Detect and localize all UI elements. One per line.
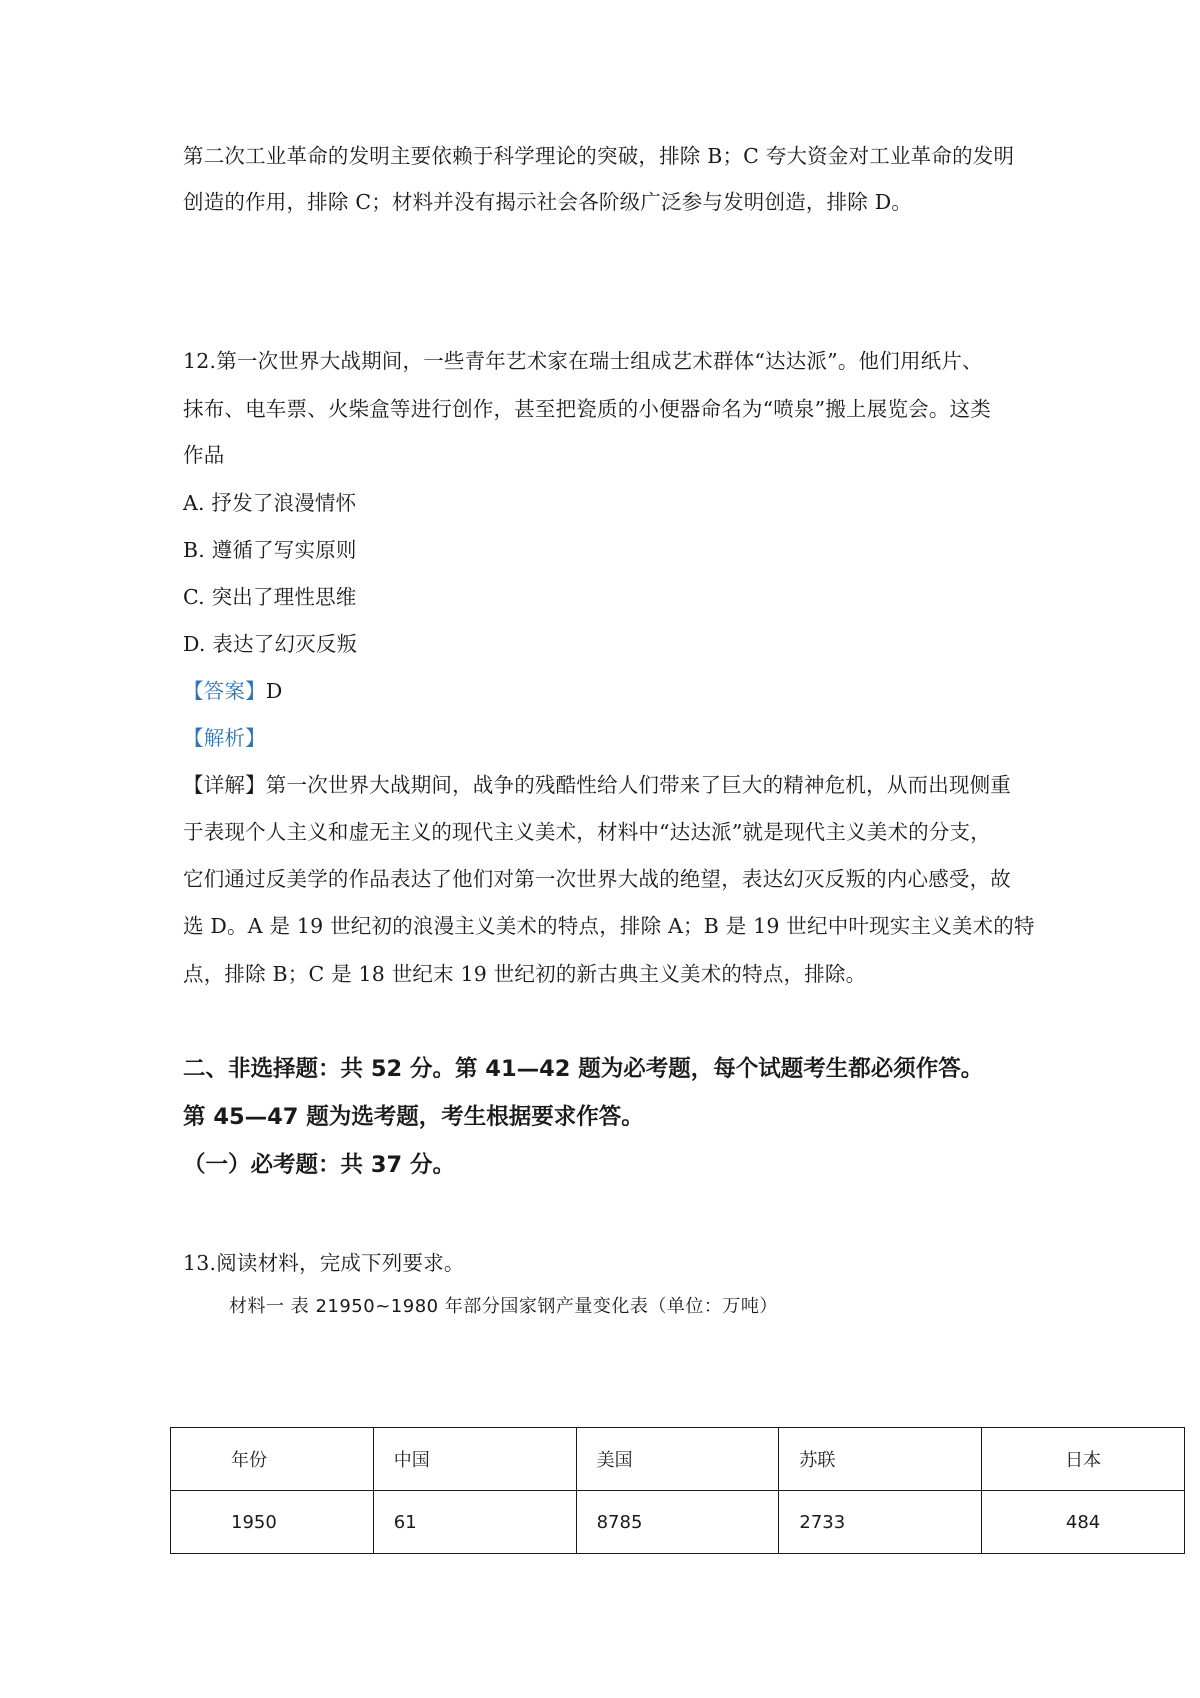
detail-line-5: 点，排除 B；C 是 18 世纪末 19 世纪初的新古典主义美术的特点，排除。 [183,962,867,986]
table-row [171,1491,1185,1554]
table-header-cell: 美国 [576,1428,779,1491]
answer-row [183,677,282,705]
table-header-row [171,1428,1185,1491]
steel-output-table [170,1427,1185,1554]
analysis-continuation-line-1: 第二次工业革命的发明主要依赖于科学理论的突破，排除 B；C 夸大资金对工业革命的发明 [183,144,1015,168]
section-2-subheading: （一）必考题：共 37 分。 [183,1152,455,1178]
answer-label: 【答案】 [183,679,266,703]
question-12-stem-line-2: 抹布、电车票、火柴盒等进行创作，甚至把瓷质的小便器命名为“喷泉”搬上展览会。这类 [183,397,991,421]
table-cell: 8785 [576,1491,779,1554]
option-b: B. 遵循了写实原则 [183,538,357,562]
section-2-heading-line-1: 二、非选择题：共 52 分。第 41—42 题为必考题，每个试题考生都必须作答。 [183,1056,984,1082]
answer-value: D [265,679,283,703]
table-cell: 61 [373,1491,576,1554]
question-12-stem-line-3: 作品 [183,443,225,467]
question-13-stem: 13.阅读材料，完成下列要求。 [183,1251,465,1275]
table-caption: 材料一 表 21950~1980 年部分国家钢产量变化表（单位：万吨） [229,1296,778,1317]
table-header-cell: 中国 [373,1428,576,1491]
table-cell: 2733 [779,1491,982,1554]
option-a: A. 抒发了浪漫情怀 [183,491,357,515]
detail-line-1: 【详解】第一次世界大战期间，战争的残酷性给人们带来了巨大的精神危机，从而出现侧重 [183,773,1011,797]
table-cell: 1950 [171,1491,374,1554]
question-12-stem-line-1: 12.第一次世界大战期间，一些青年艺术家在瑞士组成艺术群体“达达派”。他们用纸片、 [183,349,983,373]
analysis-continuation-line-2: 创造的作用，排除 C；材料并没有揭示社会各阶级广泛参与发明创造，排除 D。 [183,190,913,214]
table-header-cell: 苏联 [779,1428,982,1491]
section-2-heading-line-2: 第 45—47 题为选考题，考生根据要求作答。 [183,1104,644,1130]
option-c: C. 突出了理性思维 [183,585,357,609]
table-header-cell: 年份 [171,1428,374,1491]
detail-line-2: 于表现个人主义和虚无主义的现代主义美术，材料中“达达派”就是现代主义美术的分支， [183,820,991,844]
analysis-label: 【解析】 [183,726,266,750]
option-d: D. 表达了幻灭反叛 [183,632,358,656]
detail-line-3: 它们通过反美学的作品表达了他们对第一次世界大战的绝望，表达幻灭反叛的内心感受，故 [183,867,1011,891]
table-header-cell: 日本 [982,1428,1185,1491]
table-cell: 484 [982,1491,1185,1554]
detail-line-4: 选 D。A 是 19 世纪初的浪漫主义美术的特点，排除 A；B 是 19 世纪中叶现实主义美术的特 [183,914,1035,938]
